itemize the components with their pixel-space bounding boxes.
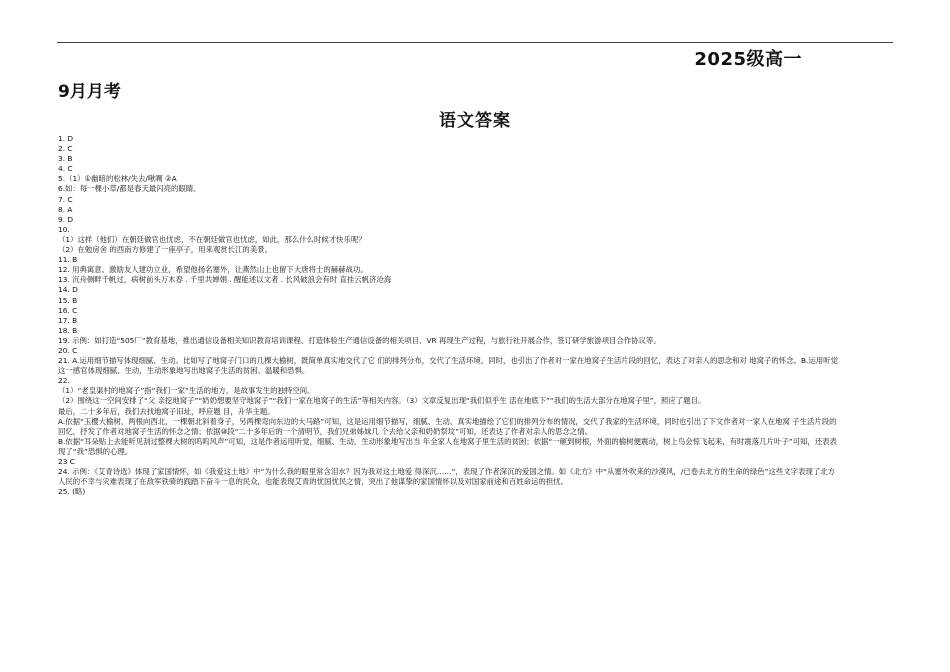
answer-line: 18. B bbox=[58, 325, 78, 335]
answer-line: 24. 示例：《艾青诗选》体现了家国情怀，如《我爱这土地》中“为什么我的眼里常含泪水？因为我对这土地爱 得深沉……”，表现了作者深沉的爱国之情。如《北方》中“从塞外吹来的沙漠风，/已卷去北方的生命的绿色”这些文字表现了北方人民的不幸与灾难表现了在敌军铁骑的践踏下奋斗一息的民众，也能表现艾青的忧国忧民之情，突出了他谋挚的家国情怀以及对国家前途和百姓命运的担忧。 bbox=[58, 467, 836, 487]
header-rule bbox=[57, 42, 893, 43]
answer-line: 6.如：每一棵小草/都是春天最闪亮的眼睛。 bbox=[58, 184, 201, 194]
answer-line: （2）在勉房舍 的西南方修建了一座亭子，用来观赏长江的美景。 bbox=[58, 245, 272, 255]
answer-line: 13. 沉舟侧畔千帆过，病树前头万木春 . 千里共婵娟 . 醒能述以文者 . 长风破浪会有时 直挂云帆济沧海 bbox=[58, 275, 392, 285]
answer-line: 9. D bbox=[58, 214, 74, 224]
answer-line: 20. C bbox=[58, 345, 78, 355]
answer-line: （2）围绕这一空间安排了“父 亲挖地窝子”“奶奶想要坚守地窝子”“我们一家在地窝子的生活”等相关内容。（3）文章反复出现“我们似乎生 活在地底下”“我们的生活大部分在地窝子里”，照应了题目。 bbox=[58, 396, 706, 406]
answer-line: 16. C bbox=[58, 305, 78, 315]
grade-label: 2025级高一 bbox=[694, 49, 802, 70]
answer-line: 3. B bbox=[58, 154, 73, 164]
answer-line: 11. B bbox=[58, 255, 78, 265]
answer-line: 1. D bbox=[58, 134, 74, 143]
answer-line: 23 C bbox=[58, 457, 75, 466]
answer-line: B.依据“耳朵贴上去能听见刮过整棵大树的呜呜风声”可知，这是作者运用听觉，细腻、生动，生动形象地写出当 年全家人在地窝子里生活的贫困；依据“一砸到树根，外面的榆树便震动，树上鸟会惊飞起来，有时震落几片叶子”可知，还表表现了“我”恐惧的心理。 bbox=[58, 436, 837, 456]
answer-line: 5.（1）①幽暗的松林/失去/啾啁 ②A bbox=[58, 174, 177, 184]
answer-line: 14. D bbox=[58, 285, 78, 295]
answer-line: 15. B bbox=[58, 295, 78, 305]
answer-line: A.依据“玉樱大榆树，两根向西北，一棵朝北斜着身子，另两棵弯向东边的大马路”可知，这是运用细节描写，细腻、生动、真实地描绘了它们的排列分布的情况，交代了我家的生活环境，同时也引出了下文作者对一家人在地窝 子生活片段的回忆，抒发了作者对地窝子生活的怀念之情；依据⑩段“二十多年后的一个清明节，我们兄弟姊妹几 个去给父亲和奶奶祭坟”可知，还表达了作者对亲人的思念之情。 bbox=[58, 416, 837, 436]
answer-line: 17. B bbox=[58, 315, 78, 325]
answer-line: 7. C bbox=[58, 194, 73, 204]
page-title: 语文答案 bbox=[439, 111, 511, 131]
answer-line: 10. bbox=[58, 224, 70, 234]
answer-line: 最后，二十多年后，我们去找地窝子旧址，呼应题 目，升华主题。 bbox=[58, 406, 275, 416]
answer-line: 2. C bbox=[58, 144, 73, 154]
answer-line: 21. A.运用细节描写体现细腻、生动。比如写了地窝子门口的几棵大榆树，既简单真实地交代了它 们的排列分布，交代了生活环境，同时，也引出了作者对一家在地窝子生活片段的回忆，表达了对亲人的思念和对 地窝子的怀念。B.运用听觉这一感官体现细腻、生动，生动形象地写出地窝子生活的贫困、温暖和恐惧。 bbox=[58, 356, 838, 376]
answer-line: 8. A bbox=[58, 204, 73, 214]
answer-line: 4. C bbox=[58, 164, 73, 174]
answer-line: （1）这样（他们）在朝廷做官也忧虑，不在朝廷做官也忧虑，如此，那么什么时候才快乐呢？ bbox=[58, 234, 366, 244]
exam-label: 9月月考 bbox=[58, 82, 121, 102]
answer-line: 12. 用典寓意。激励友人建功立业，希望他扬名塞外，让燕然山上也留下大唐将士的赫赫战功。 bbox=[58, 265, 368, 275]
answer-line: 25. (略) bbox=[58, 487, 86, 497]
answer-line: （1）“老皇渠村的地窝子”指“我们一家”生活的地方，是故事发生的独特空间。 bbox=[58, 386, 315, 396]
answer-line: 19. 示例：如打造“505厂”教育基地，推出通信设备相关知识教育培训课程、打造体验生产通信设备的相关项目、VR 再现生产过程，与旅行社开展合作，签订研学旅游项目合作协议等。 bbox=[58, 335, 661, 345]
answer-line: 22. bbox=[58, 376, 70, 386]
answer-list bbox=[58, 134, 838, 497]
